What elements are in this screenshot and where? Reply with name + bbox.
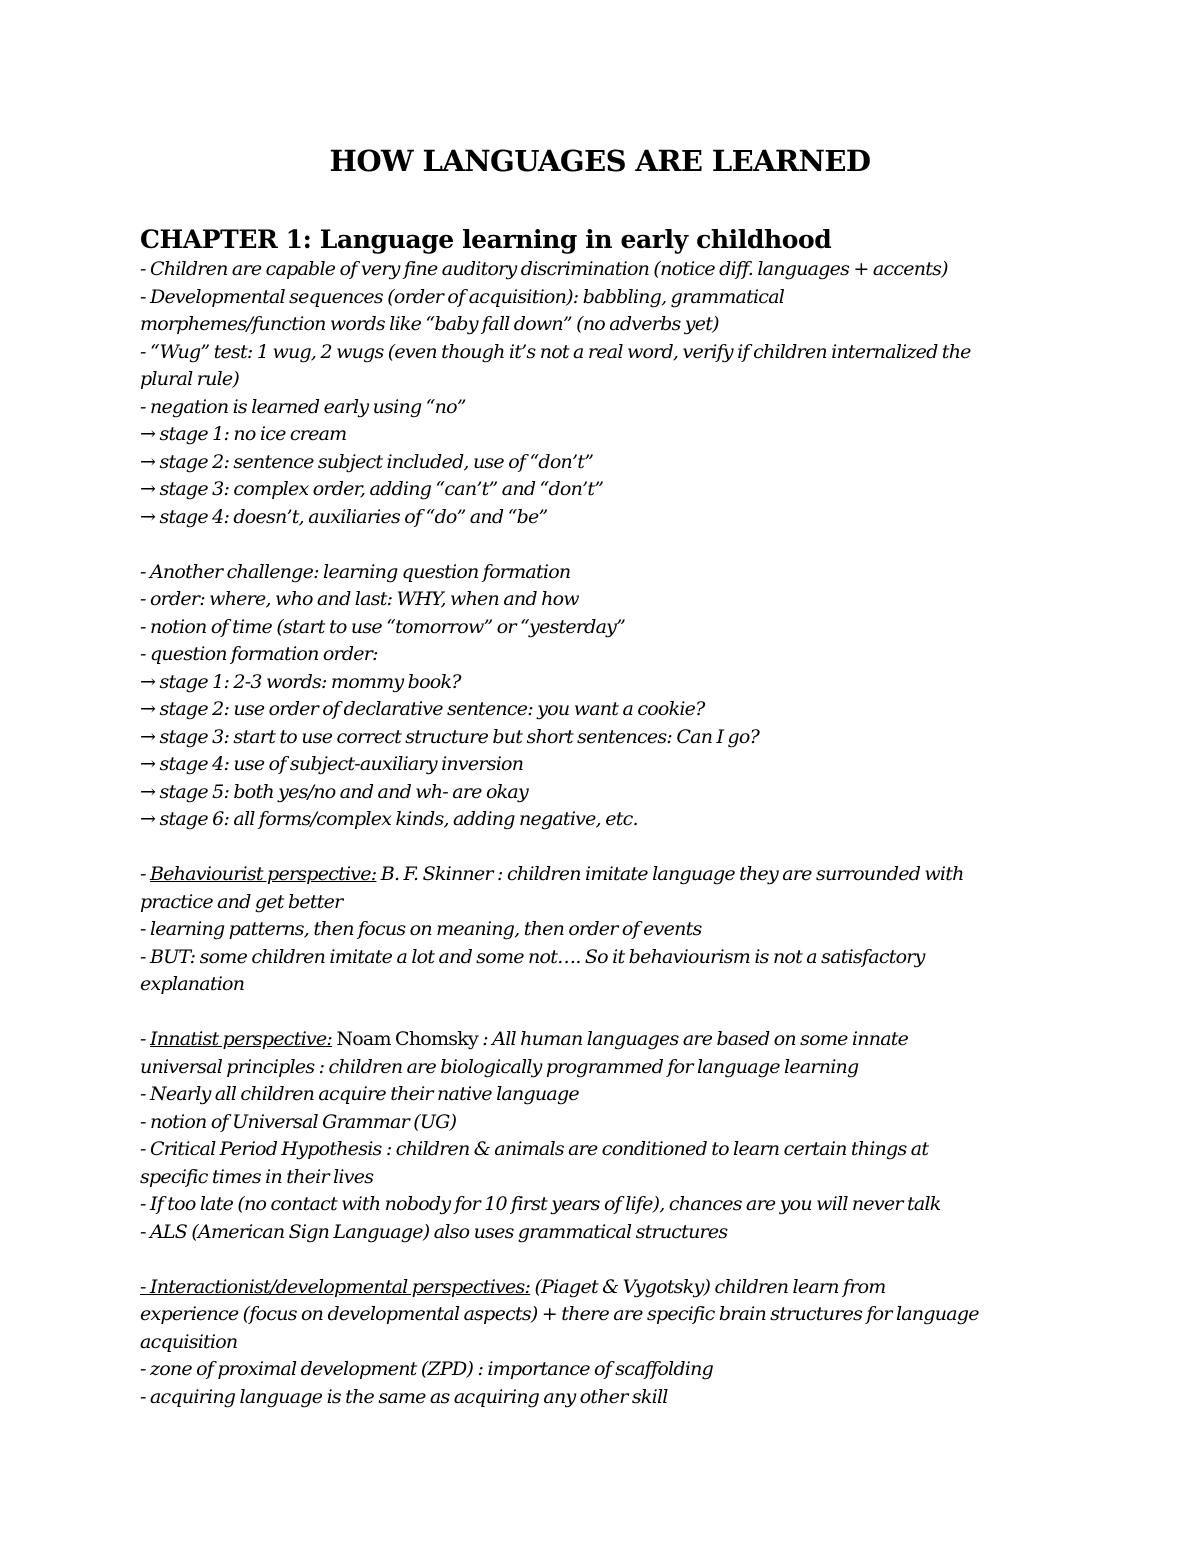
line-rest: (Piaget & Vygotsky) children learn from [530,1275,886,1298]
text-line: universal principles : children are biologically programmed for language learning [140,1055,859,1078]
negation-stage-line: → stage 1: no ice cream [140,423,347,445]
text-line: - notion of time (start to use “tomorrow” or “yesterday” [140,615,626,638]
line-rest: : All human languages are based on some innate [478,1028,909,1050]
text-line: specific times in their lives [140,1165,374,1188]
text-line: morphemes/function words like “baby fall down” (no adverbs yet) [140,313,719,335]
text-line: - “Wug” test: 1 wug, 2 wugs (even though it’s not a real word, verify if children internalized the [140,340,971,363]
chapter-heading: CHAPTER 1: Language learning in early childhood [140,225,832,254]
text-line: - Children are capable of very fine auditory discrimination (notice diff. languages + accents) [140,258,948,280]
chomsky-name: Noam Chomsky [332,1028,479,1050]
text-line: - Nearly all children acquire their native language [140,1083,579,1105]
question-stage-line: → stage 6: all forms/complex kinds, adding negative, etc. [140,808,638,830]
text-line: - If too late (no contact with nobody for 10 first years of life), chances are you will never talk [140,1193,941,1215]
blank-line [140,999,1100,1027]
text-line: - Developmental sequences (order of acquisition): babbling, grammatical [140,285,785,308]
question-stage-line: → stage 4: use of subject-auxiliary inversion [140,753,524,775]
text-line: - ALS (American Sign Language) also uses grammatical structures [140,1220,728,1243]
text-line: plural rule) [140,368,240,390]
interactionist-line [140,1274,1100,1302]
text-line: acquisition [140,1330,238,1353]
text-line: - learning patterns, then focus on meaning, then order of events [140,918,702,940]
document-title: HOW LANGUAGES ARE LEARNED [329,144,871,178]
text-line: - Critical Period Hypothesis : children & animals are conditioned to learn certain things at [140,1138,929,1160]
innatist-line [140,1026,1100,1054]
text-line: - negation is learned early using “no” [140,395,466,418]
line-rest: B. F. Skinner : children imitate language they are surrounded with [376,863,964,885]
text-line: - acquiring language is the same as acquiring any other skill [140,1385,668,1408]
text-line: - Another challenge: learning question formation [140,560,571,583]
negation-stage-line: → stage 3: complex order, adding “can’t” and “don’t” [140,478,604,500]
innatist-label: Innatist perspective: [149,1028,333,1050]
blank-line [140,531,1100,559]
text-line: - order: where, who and last: WHY, when and how [140,588,579,610]
interactionist-label: - Interactionist/developmental perspectives: [140,1275,531,1298]
question-stage-line: → stage 3: start to use correct structure but short sentences: Can I go? [140,725,760,748]
blank-line [140,1246,1100,1274]
text-line: - question formation order: [140,643,378,665]
behaviourist-label: Behaviourist perspective: [149,863,377,885]
line-prefix: - [140,863,150,885]
behaviourist-line [140,861,1100,889]
text-line: - notion of Universal Grammar (UG) [140,1110,457,1133]
text-line: - BUT: some children imitate a lot and some not…. So it behaviourism is not a satisfactory [140,945,925,968]
blank-line [140,834,1100,862]
question-stage-line: → stage 1: 2-3 words: mommy book? [140,670,461,693]
question-stage-line: → stage 2: use order of declarative sentence: you want a cookie? [140,698,705,720]
text-line: explanation [140,973,245,995]
text-line: experience (focus on developmental aspects) + there are specific brain structures for language [140,1303,979,1325]
negation-stage-line: → stage 2: sentence subject included, use of “don’t” [140,450,594,473]
negation-stage-line: → stage 4: doesn’t, auxiliaries of “do” and “be” [140,505,548,528]
chapter-body [140,256,1100,1411]
text-line: practice and get better [140,890,343,913]
text-line: - zone of proximal development (ZPD) : importance of scaffolding [140,1358,713,1380]
line-prefix: - [140,1028,150,1050]
question-stage-line: → stage 5: both yes/no and and wh- are okay [140,780,528,803]
